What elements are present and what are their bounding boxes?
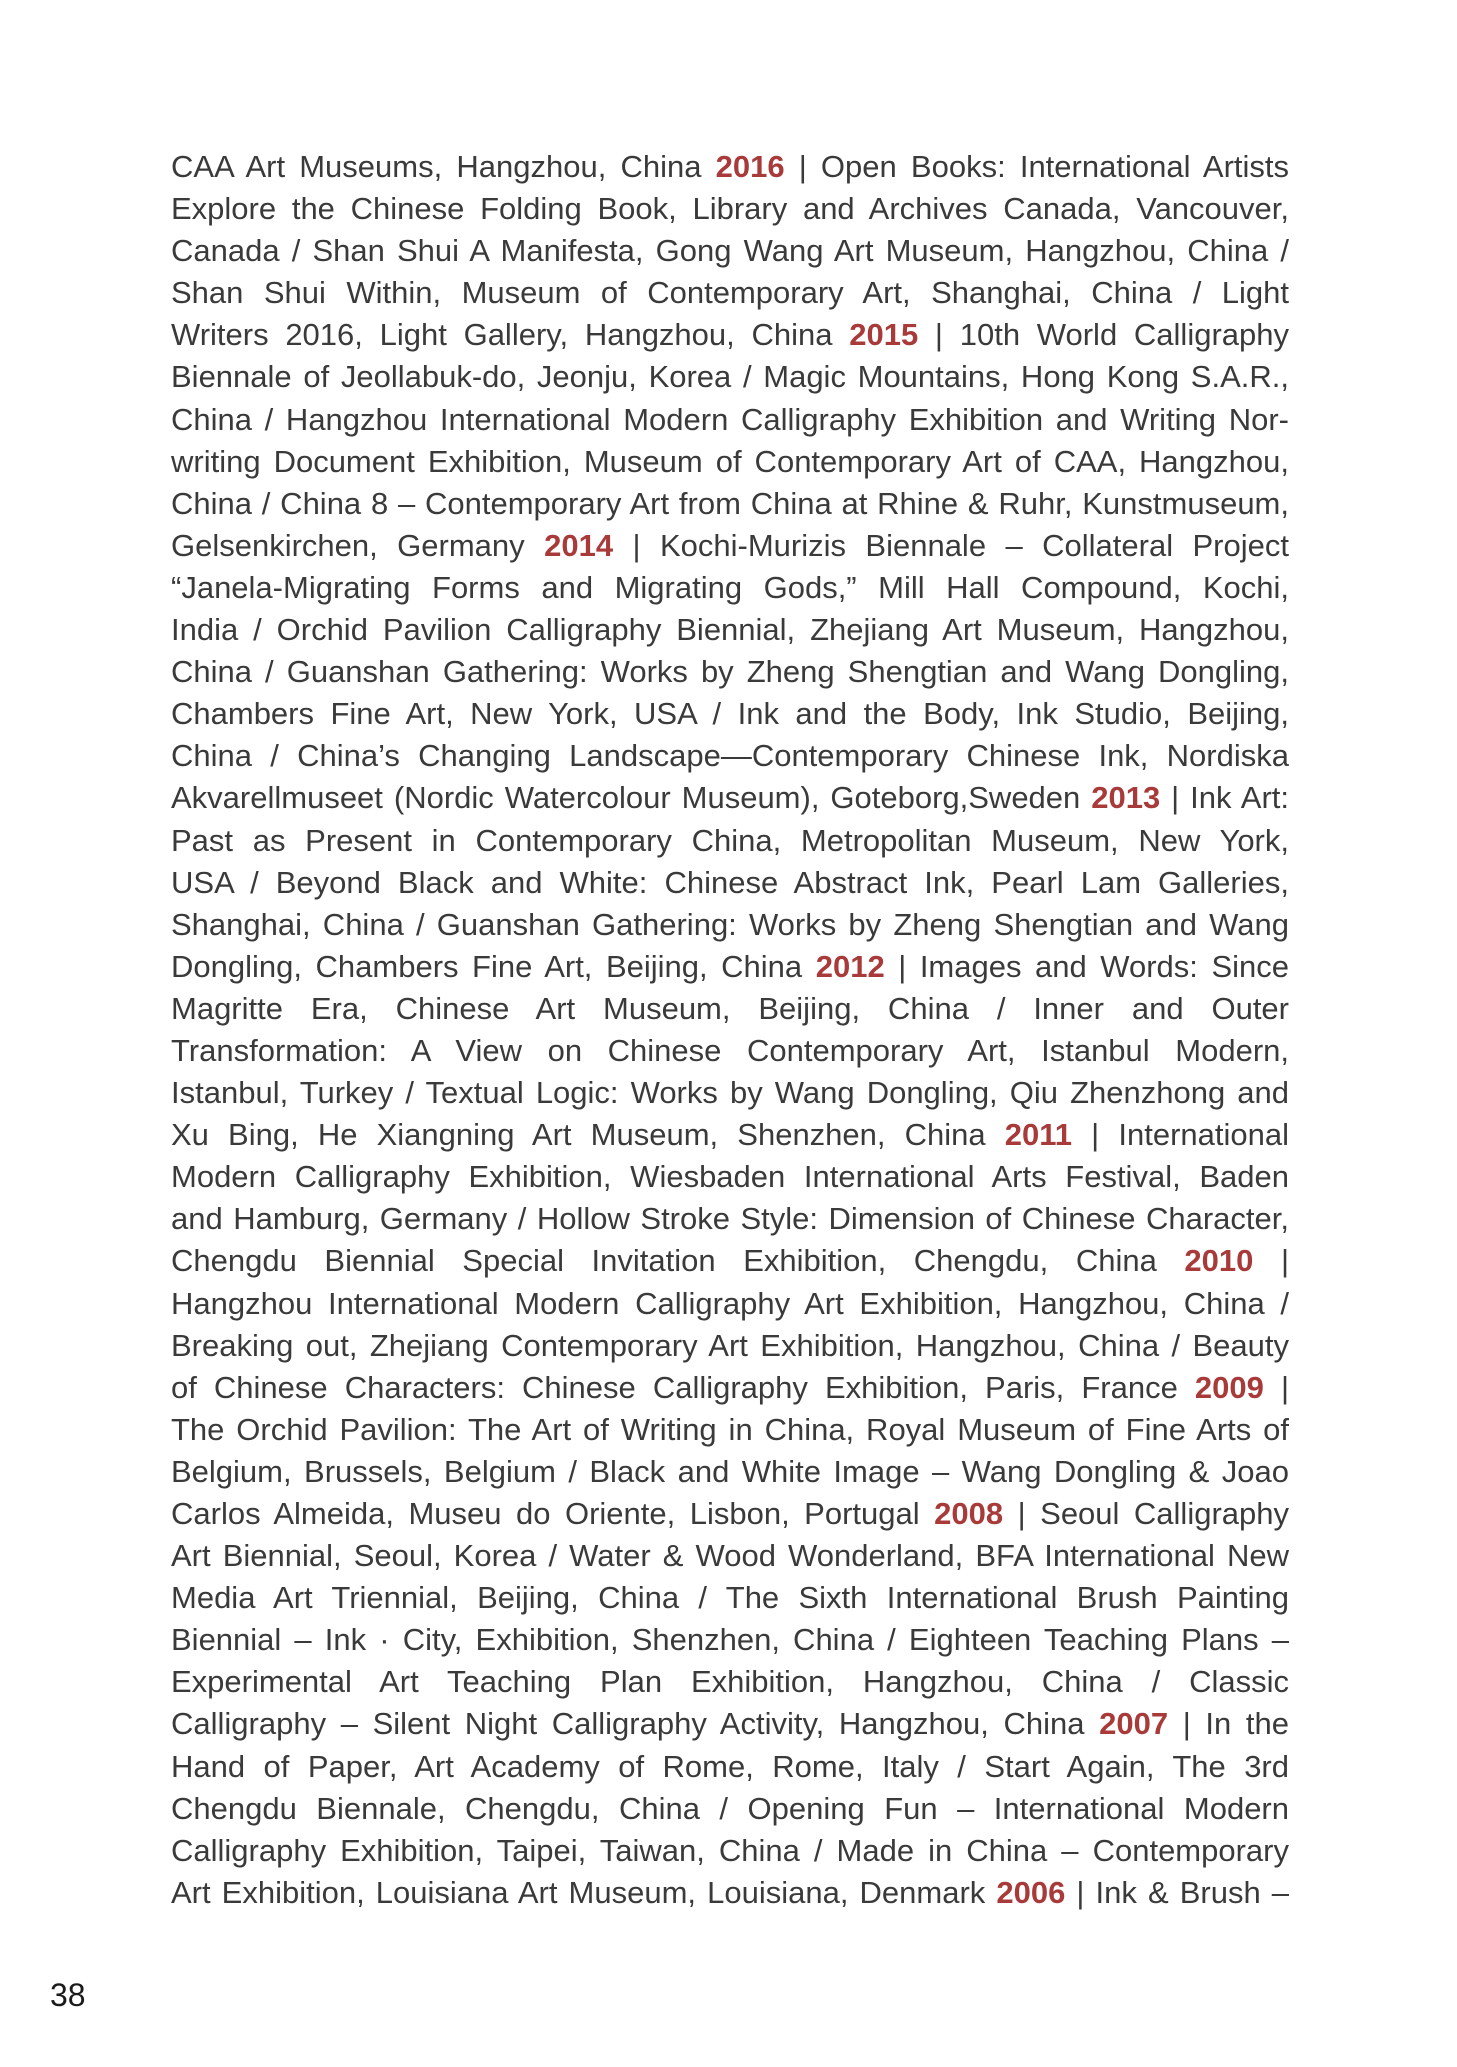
- text-line: [171, 609, 1289, 651]
- year-marker: 2015: [849, 317, 919, 353]
- text-segment: Calligraphy – Silent Night Calligraphy Activity, Hangzhou, China: [171, 1706, 1100, 1742]
- year-marker: 2006: [996, 1874, 1066, 1910]
- text-segment: China / China 8 – Contemporary Art from China at Rhine & Ruhr, Kunstmuseum,: [171, 485, 1289, 521]
- text-segment: writing Document Exhibition, Museum of Contemporary Art of CAA, Hangzhou,: [171, 443, 1289, 479]
- text-line: [171, 1788, 1289, 1830]
- text-segment: |: [1253, 1243, 1289, 1279]
- text-segment: Hand of Paper, Art Academy of Rome, Rome, Italy / Start Again, The 3rd: [171, 1748, 1289, 1784]
- text-segment: | Seoul Calligraphy: [1003, 1496, 1289, 1531]
- text-line: [171, 1577, 1289, 1619]
- text-line: [171, 188, 1289, 230]
- text-line: [171, 399, 1289, 441]
- text-line: [171, 904, 1289, 946]
- text-line: [171, 820, 1289, 862]
- year-marker: 2010: [1184, 1243, 1254, 1279]
- text-line: [171, 1703, 1289, 1745]
- text-segment: | Kochi-Murizis Biennale – Collateral Project: [613, 527, 1289, 563]
- year-marker: 2008: [934, 1496, 1004, 1531]
- text-segment: Xu Bing, He Xiangning Art Museum, Shenzhen, China: [171, 1117, 1005, 1153]
- text-line: [171, 1156, 1289, 1198]
- text-segment: Chengdu Biennale, Chengdu, China / Opening Fun – International Modern: [171, 1790, 1289, 1826]
- text-line: [171, 1283, 1289, 1325]
- text-line: [171, 946, 1289, 988]
- text-segment: Chengdu Biennial Special Invitation Exhibition, Chengdu, China: [171, 1243, 1185, 1279]
- text-line: [171, 1030, 1289, 1072]
- text-segment: Magritte Era, Chinese Art Museum, Beijing, China / Inner and Outer: [171, 990, 1289, 1026]
- text-segment: Carlos Almeida, Museu do Oriente, Lisbon, Portugal: [171, 1496, 935, 1531]
- text-line: [171, 146, 1289, 188]
- text-segment: of Chinese Characters: Chinese Calligraphy Exhibition, Paris, France: [171, 1369, 1195, 1405]
- text-segment: |: [1263, 1369, 1289, 1405]
- year-marker: 2007: [1099, 1706, 1169, 1742]
- text-line: [171, 862, 1289, 904]
- text-segment: Shan Shui Within, Museum of Contemporary Art, Shanghai, China / Light: [171, 275, 1289, 311]
- text-line: [171, 651, 1289, 693]
- text-line: [171, 1830, 1289, 1872]
- text-line: [171, 777, 1289, 819]
- text-line: [171, 693, 1289, 735]
- text-segment: | Open Books: International Artists: [784, 149, 1289, 184]
- text-segment: Biennale of Jeollabuk-do, Jeonju, Korea / Magic Mountains, Hong Kong S.A.R.,: [171, 359, 1289, 395]
- text-segment: India / Orchid Pavilion Calligraphy Biennial, Zhejiang Art Museum, Hangzhou,: [171, 612, 1289, 648]
- text-segment: USA / Beyond Black and White: Chinese Abstract Ink, Pearl Lam Galleries,: [171, 864, 1289, 900]
- text-segment: Experimental Art Teaching Plan Exhibition, Hangzhou, China / Classic: [171, 1664, 1289, 1700]
- text-segment: | Ink Art:: [1160, 780, 1289, 816]
- text-segment: The Orchid Pavilion: The Art of Writing in China, Royal Museum of Fine Arts of: [171, 1411, 1289, 1447]
- text-segment: CAA Art Museums, Hangzhou, China: [171, 149, 716, 184]
- year-marker: 2013: [1091, 780, 1161, 816]
- text-segment: Media Art Triennial, Beijing, China / The Sixth International Brush Painting: [171, 1580, 1289, 1616]
- text-line: [171, 272, 1289, 314]
- text-segment: Past as Present in Contemporary China, Metropolitan Museum, New York,: [171, 822, 1289, 858]
- text-line: [171, 988, 1289, 1030]
- text-segment: Canada / Shan Shui A Manifesta, Gong Wang Art Museum, Hangzhou, China /: [171, 233, 1289, 269]
- text-line: [171, 483, 1289, 525]
- text-line: [171, 1535, 1289, 1577]
- text-segment: Calligraphy Exhibition, Taipei, Taiwan, China / Made in China – Contemporary: [171, 1832, 1289, 1868]
- text-line: [171, 1072, 1289, 1114]
- text-segment: Art Biennial, Seoul, Korea / Water & Wood Wonderland, BFA International New: [171, 1538, 1289, 1574]
- exhibition-history-text: [171, 146, 1289, 1914]
- text-segment: Breaking out, Zhejiang Contemporary Art Exhibition, Hangzhou, China / Beauty: [171, 1327, 1289, 1363]
- year-marker: 2009: [1194, 1369, 1264, 1405]
- text-segment: | Ink & Brush –: [1065, 1874, 1289, 1910]
- text-segment: | In the: [1168, 1706, 1289, 1742]
- text-segment: | International: [1072, 1117, 1289, 1153]
- text-line: [171, 356, 1289, 398]
- text-line: [171, 735, 1289, 777]
- year-marker: 2014: [544, 527, 614, 563]
- year-marker: 2012: [815, 948, 885, 984]
- text-segment: Belgium, Brussels, Belgium / Black and White Image – Wang Dongling & Joao: [171, 1453, 1289, 1489]
- text-segment: | Images and Words: Since: [884, 948, 1289, 984]
- text-segment: Istanbul, Turkey / Textual Logic: Works by Wang Dongling, Qiu Zhenzhong and: [171, 1075, 1289, 1111]
- year-marker: 2016: [715, 149, 785, 184]
- text-segment: Hangzhou International Modern Calligraphy Art Exhibition, Hangzhou, China /: [171, 1285, 1289, 1321]
- text-line: [171, 525, 1289, 567]
- text-line: [171, 1240, 1289, 1282]
- text-line: [171, 1409, 1289, 1451]
- text-line: [171, 1367, 1289, 1409]
- text-segment: Shanghai, China / Guanshan Gathering: Works by Zheng Shengtian and Wang: [171, 906, 1289, 942]
- text-segment: Transformation: A View on Chinese Contemporary Art, Istanbul Modern,: [171, 1032, 1289, 1068]
- text-segment: Modern Calligraphy Exhibition, Wiesbaden International Arts Festival, Baden: [171, 1159, 1289, 1195]
- text-line: [171, 314, 1289, 356]
- text-line: [171, 1493, 1289, 1535]
- text-segment: | 10th World Calligraphy: [918, 317, 1289, 353]
- text-segment: and Hamburg, Germany / Hollow Stroke Style: Dimension of Chinese Character,: [171, 1201, 1289, 1237]
- text-segment: “Janela-Migrating Forms and Migrating Gods,” Mill Hall Compound, Kochi,: [171, 569, 1289, 605]
- text-line: [171, 1325, 1289, 1367]
- text-segment: Akvarellmuseet (Nordic Watercolour Museum), Goteborg,Sweden: [171, 780, 1092, 816]
- text-line: [171, 1661, 1289, 1703]
- text-segment: China / China’s Changing Landscape—Contemporary Chinese Ink, Nordiska: [171, 738, 1289, 774]
- text-line: [171, 1114, 1289, 1156]
- text-line: [171, 1746, 1289, 1788]
- text-segment: Gelsenkirchen, Germany: [171, 527, 545, 563]
- text-line: [171, 1198, 1289, 1240]
- text-segment: Biennial – Ink · City, Exhibition, Shenzhen, China / Eighteen Teaching Plans –: [171, 1622, 1289, 1658]
- text-segment: China / Guanshan Gathering: Works by Zheng Shengtian and Wang Dongling,: [171, 654, 1289, 690]
- text-line: [171, 1619, 1289, 1661]
- text-line: [171, 1872, 1289, 1914]
- text-segment: China / Hangzhou International Modern Calligraphy Exhibition and Writing Nor-: [171, 401, 1289, 437]
- page-number: 38: [50, 1977, 86, 2013]
- text-segment: Explore the Chinese Folding Book, Library and Archives Canada, Vancouver,: [171, 191, 1289, 227]
- text-line: [171, 441, 1289, 483]
- text-segment: Chambers Fine Art, New York, USA / Ink and the Body, Ink Studio, Beijing,: [171, 696, 1289, 732]
- text-segment: Art Exhibition, Louisiana Art Museum, Louisiana, Denmark: [171, 1874, 997, 1910]
- text-line: [171, 567, 1289, 609]
- text-line: [171, 230, 1289, 272]
- text-line: [171, 1451, 1289, 1493]
- year-marker: 2011: [1004, 1117, 1073, 1153]
- text-segment: Dongling, Chambers Fine Art, Beijing, China: [171, 948, 816, 984]
- text-segment: Writers 2016, Light Gallery, Hangzhou, China: [171, 317, 850, 353]
